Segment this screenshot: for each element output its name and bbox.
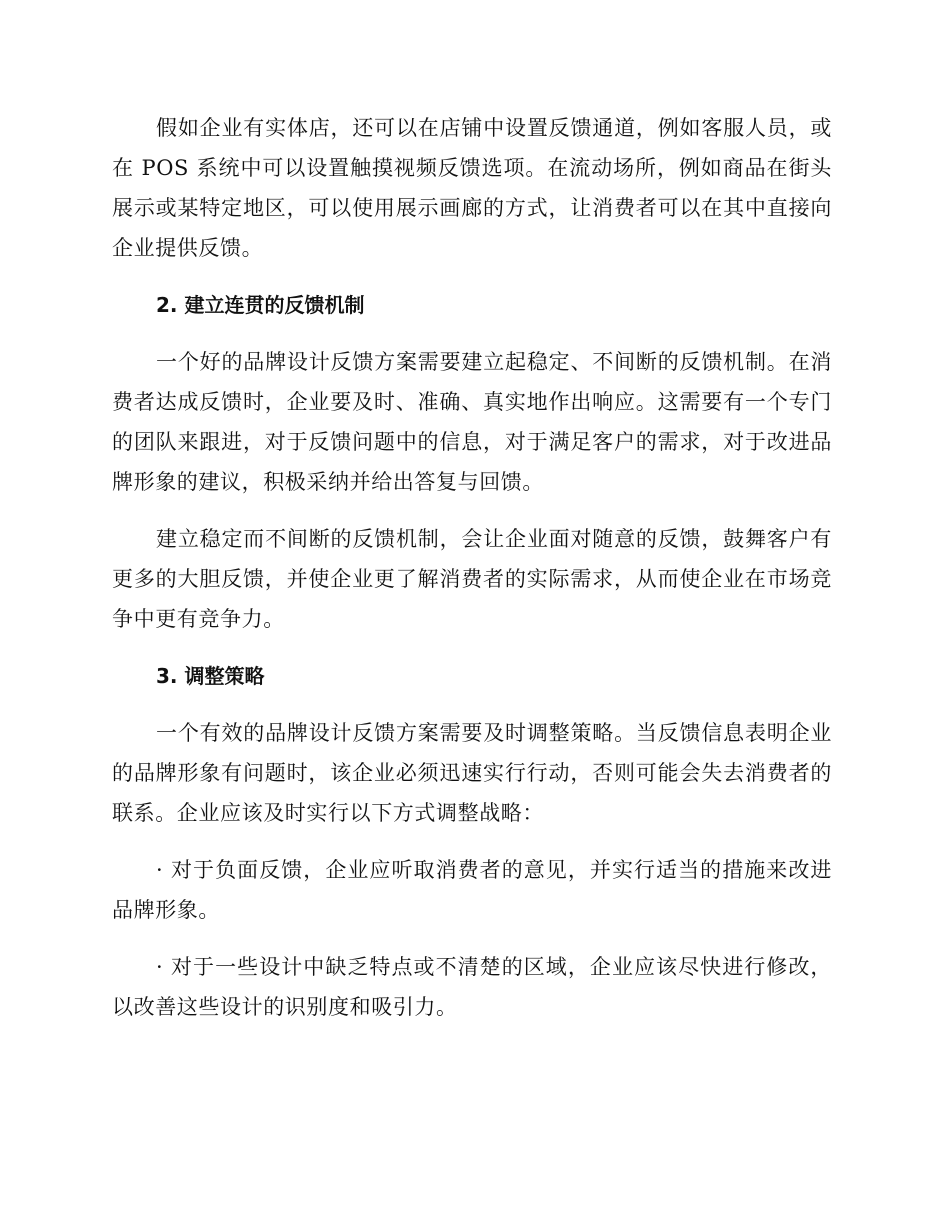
paragraph-adjust-strategy: 一个有效的品牌设计反馈方案需要及时调整策略。当反馈信息表明企业的品牌形象有问题时，该企业必须迅速实行行动，否则可能会失去消费者的联系。企业应该及时实行以下方式调整战略：	[112, 721, 832, 825]
section-heading-feedback-mechanism: 2. 建立连贯的反馈机制	[156, 293, 365, 317]
paragraph-physical-store-feedback: 假如企业有实体店，还可以在店铺中设置反馈通道，例如客服人员，或在 POS 系统中可以设置触摸视频反馈选项。在流动场所，例如商品在街头展示或某特定地区，可以使用展示画廊的方式，让消费者可以在其中直接向企业提供反馈。	[112, 116, 832, 260]
paragraph-stable-feedback-mechanism: 一个好的品牌设计反馈方案需要建立起稳定、不间断的反馈机制。在消费者达成反馈时，企业要及时、准确、真实地作出响应。这需要有一个专门的团队来跟进，对于反馈问题中的信息，对于满足客户的需求，对于改进品牌形象的建议，积极采纳并给出答复与回馈。	[112, 350, 832, 494]
bullet-unclear-design-areas: · 对于一些设计中缺乏特点或不清楚的区域，企业应该尽快进行修改，以改善这些设计的识别度和吸引力。	[112, 955, 832, 1019]
bullet-negative-feedback: · 对于负面反馈，企业应听取消费者的意见，并实行适当的措施来改进品牌形象。	[112, 858, 832, 922]
document-body	[112, 108, 832, 1027]
section-heading-adjust-strategy: 3. 调整策略	[156, 664, 265, 688]
paragraph-mechanism-benefits: 建立稳定而不间断的反馈机制，会让企业面对随意的反馈，鼓舞客户有更多的大胆反馈，并使企业更了解消费者的实际需求，从而使企业在市场竞争中更有竞争力。	[112, 527, 832, 631]
